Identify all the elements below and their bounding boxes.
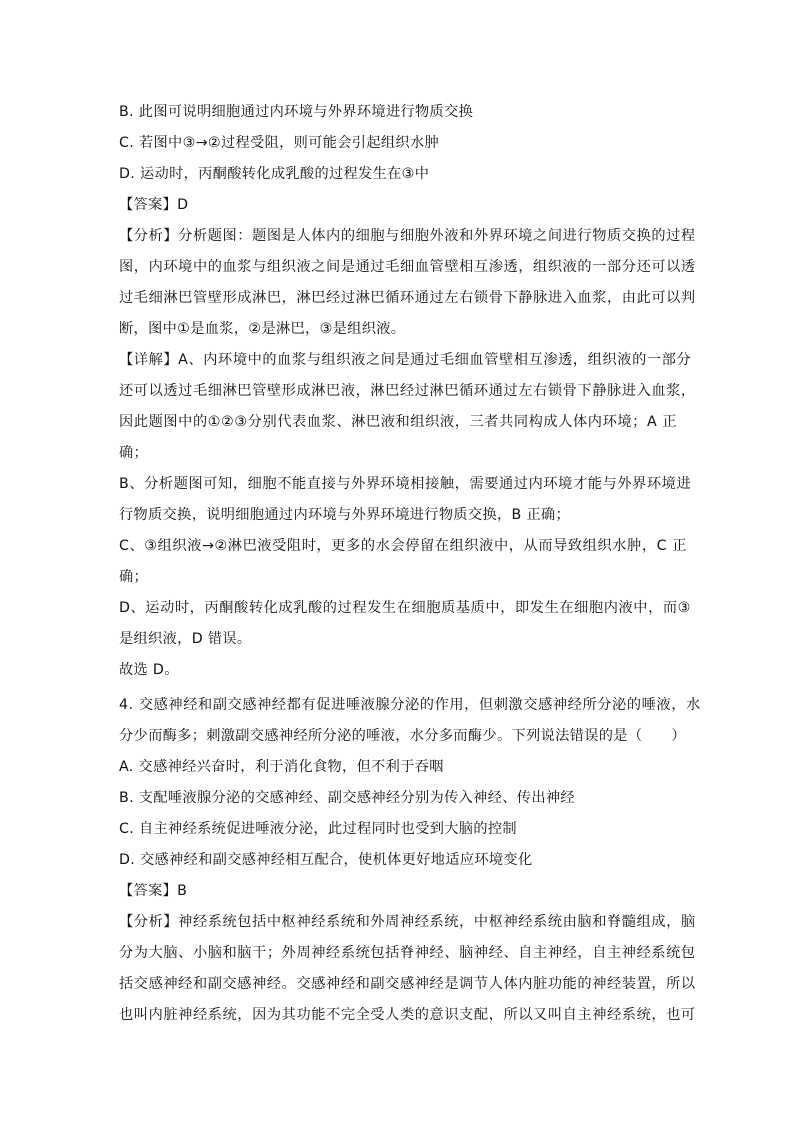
- detail-paragraph-line: 因此题图中的①②③分别代表血浆、淋巴液和组织液，三者共同构成人体内环境；A 正: [119, 414, 678, 430]
- analysis-paragraph-line: 也叫内脏神经系统，因为其功能不完全受人类的意识支配，所以又叫自主神经系统，也可: [119, 1007, 696, 1023]
- question-option-b: B. 支配唾液腺分泌的交感神经、副交感神经分别为传入神经、传出神经: [119, 790, 575, 806]
- detail-paragraph-line: 还可以透过毛细淋巴管壁形成淋巴液，淋巴经过淋巴循环通过左右锁骨下静脉进入血浆，: [119, 383, 696, 399]
- question-option-d: D. 交感神经和副交感神经相互配合，使机体更好地适应环境变化: [119, 852, 533, 868]
- detail-paragraph-line: 行物质交换，说明细胞通过内环境与外界环境进行物质交换，B 正确；: [119, 507, 571, 523]
- analysis-paragraph-line: 【分析】分析题图：题图是人体内的细胞与细胞外液和外界环境之间进行物质交换的过程: [119, 228, 696, 244]
- option-c-text: C. 若图中③→②过程受阻，则可能会引起组织水肿: [119, 135, 440, 151]
- answer-label: 【答案】D: [119, 197, 189, 213]
- option-b-text: B. 此图可说明细胞通过内环境与外界环境进行物质交换: [119, 104, 474, 120]
- question-stem-line: 4. 交感神经和副交感神经都有促进唾液腺分泌的作用，但刺激交感神经所分泌的唾液，水: [119, 697, 701, 713]
- detail-paragraph-line: C、③组织液→②淋巴液受阻时，更多的水会停留在组织液中，从而导致组织水肿，C 正: [119, 538, 688, 554]
- analysis-paragraph-line: 断，图中①是血浆，②是淋巴，③是组织液。: [119, 321, 406, 337]
- detail-paragraph-line: 【详解】A、内环境中的血浆与组织液之间是通过毛细血管壁相互渗透，组织液的一部分: [119, 352, 692, 368]
- detail-paragraph-line: 确；: [119, 569, 149, 585]
- answer-label: 【答案】B: [119, 883, 188, 899]
- question-stem-line: 分少而酶多；刺激副交感神经所分泌的唾液，水分多而酶少。下列说法错误的是（ ）: [119, 728, 686, 744]
- question-option-c: C. 自主神经系统促进唾液分泌，此过程同时也受到大脑的控制: [119, 821, 517, 837]
- analysis-paragraph-line: 【分析】神经系统包括中枢神经系统和外周神经系统，中枢神经系统由脑和脊髓组成，脑: [119, 914, 696, 930]
- conclusion-text: 故选 D。: [119, 662, 179, 678]
- question-option-a: A. 交感神经兴奋时，利于消化食物，但不利于吞咽: [119, 759, 444, 775]
- analysis-paragraph-line: 分为大脑、小脑和脑干；外周神经系统包括脊神经、脑神经、自主神经，自主神经系统包: [119, 945, 696, 961]
- analysis-paragraph-line: 图，内环境中的血浆与组织液之间是通过毛细血管壁相互渗透，组织液的一部分还可以透: [119, 259, 696, 275]
- detail-paragraph-line: 是组织液，D 错误。: [119, 631, 252, 647]
- analysis-paragraph-line: 过毛细淋巴管壁形成淋巴，淋巴经过淋巴循环通过左右锁骨下静脉进入血浆，由此可以判: [119, 290, 696, 306]
- option-d-text: D. 运动时，丙酮酸转化成乳酸的过程发生在③中: [119, 166, 430, 182]
- detail-paragraph-line: 确；: [119, 445, 149, 461]
- detail-paragraph-line: B、分析题图可知，细胞不能直接与外界环境相接触，需要通过内环境才能与外界环境进: [119, 476, 692, 492]
- detail-paragraph-line: D、运动时，丙酮酸转化成乳酸的过程发生在细胞质基质中，即发生在细胞内液中，而③: [119, 600, 691, 616]
- analysis-paragraph-line: 括交感神经和副交感神经。交感神经和副交感神经是调节人体内脏功能的神经装置，所以: [119, 976, 696, 992]
